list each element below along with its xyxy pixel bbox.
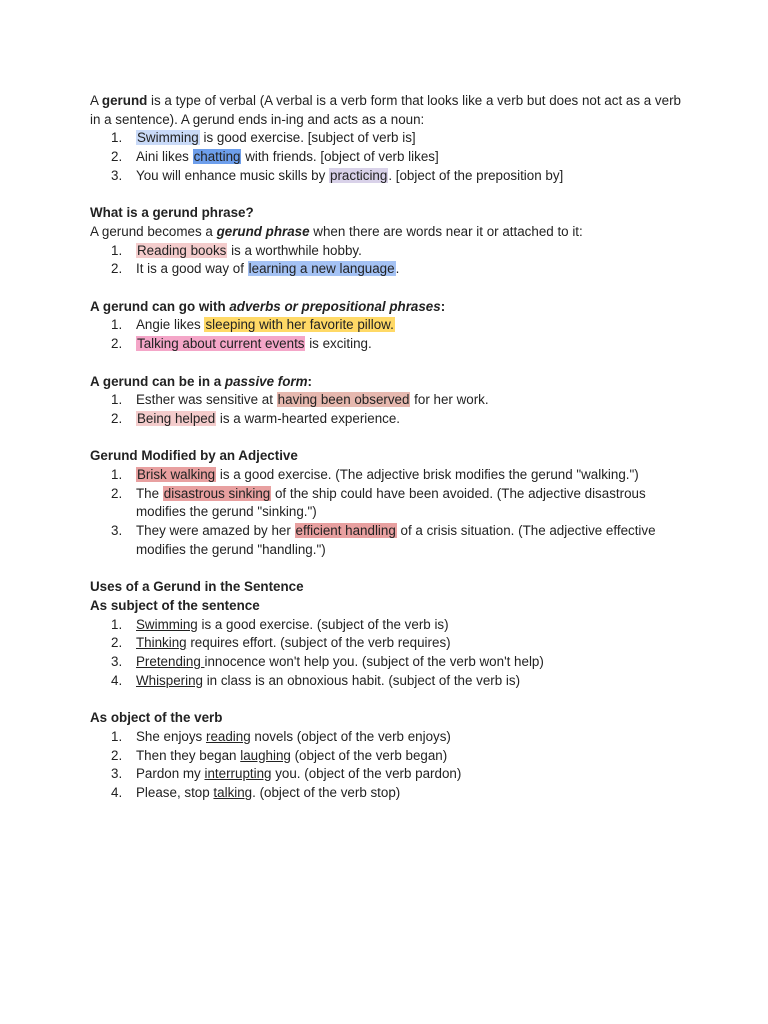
list-number: 4. bbox=[111, 672, 123, 688]
item-text: You will enhance music skills by bbox=[136, 167, 330, 183]
spacer bbox=[90, 429, 690, 448]
item-text: is a worthwhile hobby. bbox=[227, 242, 362, 258]
item-text: innocence won't help you. (subject of the verb won't help) bbox=[204, 654, 544, 670]
underlined-gerund: laughing bbox=[240, 747, 291, 763]
item-text: Esther was sensitive at bbox=[136, 392, 277, 408]
item-text: of the ship could have been avoided. (The adjective disastrous modifies the gerund "sinking.") bbox=[136, 485, 646, 520]
list-number: 4. bbox=[111, 784, 123, 800]
list-number: 1. bbox=[111, 242, 123, 258]
subheading-object: As object of the verb bbox=[90, 710, 223, 726]
item-text: She enjoys bbox=[136, 728, 206, 744]
list-number: 1. bbox=[111, 467, 123, 482]
item-text: Aini likes bbox=[136, 149, 193, 165]
item-text: is exciting. bbox=[305, 336, 372, 352]
list-item bbox=[90, 410, 690, 429]
list-number: 2. bbox=[111, 410, 123, 426]
phrase-paragraph bbox=[90, 223, 690, 242]
list-item bbox=[90, 634, 690, 653]
list-number: 2. bbox=[111, 261, 123, 277]
section-heading-uses: Uses of a Gerund in the Sentence bbox=[90, 579, 304, 595]
item-text: is a good exercise. (subject of the verb is) bbox=[197, 616, 449, 632]
list-number: 1. bbox=[111, 130, 123, 146]
item-text: Pardon my bbox=[136, 766, 205, 782]
list-number: 3. bbox=[111, 654, 123, 670]
list-number: 3. bbox=[111, 766, 123, 782]
item-text: is a good exercise. (The adjective brisk modifies the gerund "walking.") bbox=[216, 467, 639, 482]
list-item bbox=[90, 728, 690, 747]
highlighted-gerund: practicing bbox=[330, 167, 388, 183]
highlighted-gerund: learning a new language bbox=[248, 261, 395, 277]
spacer bbox=[90, 690, 690, 709]
spacer bbox=[90, 186, 690, 205]
underlined-gerund: reading bbox=[205, 728, 251, 744]
item-text: The bbox=[136, 485, 163, 501]
item-text: you. (object of the verb pardon) bbox=[271, 766, 462, 782]
intro-paragraph bbox=[90, 92, 690, 129]
list-number: 1. bbox=[111, 728, 123, 744]
list-item bbox=[90, 784, 690, 803]
list-number: 2. bbox=[111, 149, 123, 165]
highlighted-gerund: Reading books bbox=[137, 242, 227, 258]
list-item bbox=[90, 522, 690, 559]
phrase-text: when there are words near it or attached to it: bbox=[309, 223, 583, 239]
list-item bbox=[90, 316, 690, 335]
list-number: 1. bbox=[111, 317, 123, 333]
intro-text: is a type of verbal (A verbal is a verb form that looks like a verb but does not act as a verb in a sentence). A gerund ends in-ing and acts as a noun: bbox=[90, 93, 681, 127]
item-text: It is a good way of bbox=[136, 261, 248, 277]
highlighted-gerund: disastrous sinking bbox=[163, 485, 271, 501]
item-text: Please, stop bbox=[136, 784, 214, 800]
item-text: novels (object of the verb enjoys) bbox=[250, 728, 451, 744]
item-text: is a warm-hearted experience. bbox=[216, 410, 401, 426]
list-item bbox=[90, 167, 690, 186]
passive-list bbox=[90, 391, 690, 428]
underlined-gerund: Whispering bbox=[136, 672, 203, 688]
list-item bbox=[90, 485, 690, 522]
list-item bbox=[90, 242, 690, 261]
highlighted-gerund: Being helped bbox=[137, 410, 216, 426]
list-item bbox=[90, 616, 690, 635]
list-item bbox=[90, 129, 690, 148]
item-text: . (object of the verb stop) bbox=[252, 784, 401, 800]
item-text: . bbox=[395, 261, 400, 277]
subheading-subject: As subject of the sentence bbox=[90, 597, 260, 613]
phrase-lead: A gerund becomes a bbox=[90, 223, 217, 239]
list-number: 2. bbox=[111, 635, 123, 651]
underlined-gerund: interrupting bbox=[204, 766, 272, 782]
underlined-gerund: Pretending bbox=[136, 654, 205, 670]
item-text: Angie likes bbox=[136, 317, 205, 333]
spacer bbox=[90, 279, 690, 298]
phrase-term: gerund phrase bbox=[216, 223, 310, 239]
document-body bbox=[90, 92, 690, 803]
highlighted-gerund: efficient handling bbox=[295, 523, 396, 539]
adverbs-list bbox=[90, 316, 690, 353]
list-number: 1. bbox=[111, 392, 123, 408]
item-text: requires effort. (subject of the verb requires) bbox=[186, 635, 451, 651]
section-heading-gerund-phrase: What is a gerund phrase? bbox=[90, 205, 254, 221]
section-heading-adjective: Gerund Modified by an Adjective bbox=[90, 448, 298, 464]
adjective-list bbox=[90, 466, 690, 560]
highlighted-gerund: Swimming bbox=[137, 130, 199, 146]
item-text: is good exercise. [subject of verb is] bbox=[199, 130, 416, 146]
list-item bbox=[90, 653, 690, 672]
item-text: with friends. [object of verb likes] bbox=[241, 149, 439, 165]
list-item bbox=[90, 391, 690, 410]
list-number: 2. bbox=[111, 485, 123, 501]
intro-list bbox=[90, 129, 690, 185]
heading-text: : bbox=[440, 298, 446, 314]
heading-text: A gerund can go with bbox=[90, 298, 230, 314]
underlined-gerund: Thinking bbox=[136, 635, 187, 651]
item-text: Then they began bbox=[136, 747, 241, 763]
list-number: 3. bbox=[111, 167, 123, 183]
item-text: of a crisis situation. (The adjective effective modifies the gerund "handling.") bbox=[136, 523, 656, 557]
object-list bbox=[90, 728, 690, 803]
heading-text: A gerund can be in a bbox=[90, 373, 225, 389]
item-text: for her work. bbox=[410, 392, 489, 408]
highlighted-gerund: sleeping with her favorite pillow. bbox=[205, 317, 394, 333]
heading-text: : bbox=[307, 373, 313, 389]
phrase-list bbox=[90, 242, 690, 279]
subject-list bbox=[90, 616, 690, 691]
list-number: 3. bbox=[111, 523, 123, 539]
underlined-gerund: Swimming bbox=[136, 616, 198, 632]
spacer bbox=[90, 560, 690, 579]
item-text: They were amazed by her bbox=[136, 523, 295, 539]
list-item bbox=[90, 672, 690, 691]
list-item bbox=[90, 765, 690, 784]
spacer bbox=[90, 354, 690, 373]
item-text: . [object of the preposition by] bbox=[388, 167, 564, 183]
highlighted-gerund: chatting bbox=[193, 149, 241, 165]
item-text: in class is an obnoxious habit. (subject of the verb is) bbox=[202, 672, 521, 688]
highlighted-gerund: Brisk walking bbox=[137, 467, 216, 482]
highlighted-gerund: Talking about current events bbox=[137, 336, 305, 352]
item-text: (object of the verb began) bbox=[290, 747, 448, 763]
heading-emphasis: passive form bbox=[224, 373, 308, 389]
list-item bbox=[90, 466, 690, 485]
list-item bbox=[90, 260, 690, 279]
list-number: 1. bbox=[111, 616, 123, 632]
intro-term: gerund bbox=[101, 93, 148, 108]
highlighted-gerund: having been observed bbox=[277, 392, 410, 408]
section-heading-passive bbox=[90, 373, 690, 392]
section-heading-adverbs bbox=[90, 298, 690, 317]
list-item bbox=[90, 335, 690, 354]
list-number: 2. bbox=[111, 336, 123, 352]
underlined-gerund: talking bbox=[213, 784, 253, 800]
list-item bbox=[90, 747, 690, 766]
list-number: 2. bbox=[111, 747, 123, 763]
list-item bbox=[90, 148, 690, 167]
intro-lead: A bbox=[90, 93, 102, 108]
heading-emphasis: adverbs or prepositional phrases bbox=[229, 298, 441, 314]
